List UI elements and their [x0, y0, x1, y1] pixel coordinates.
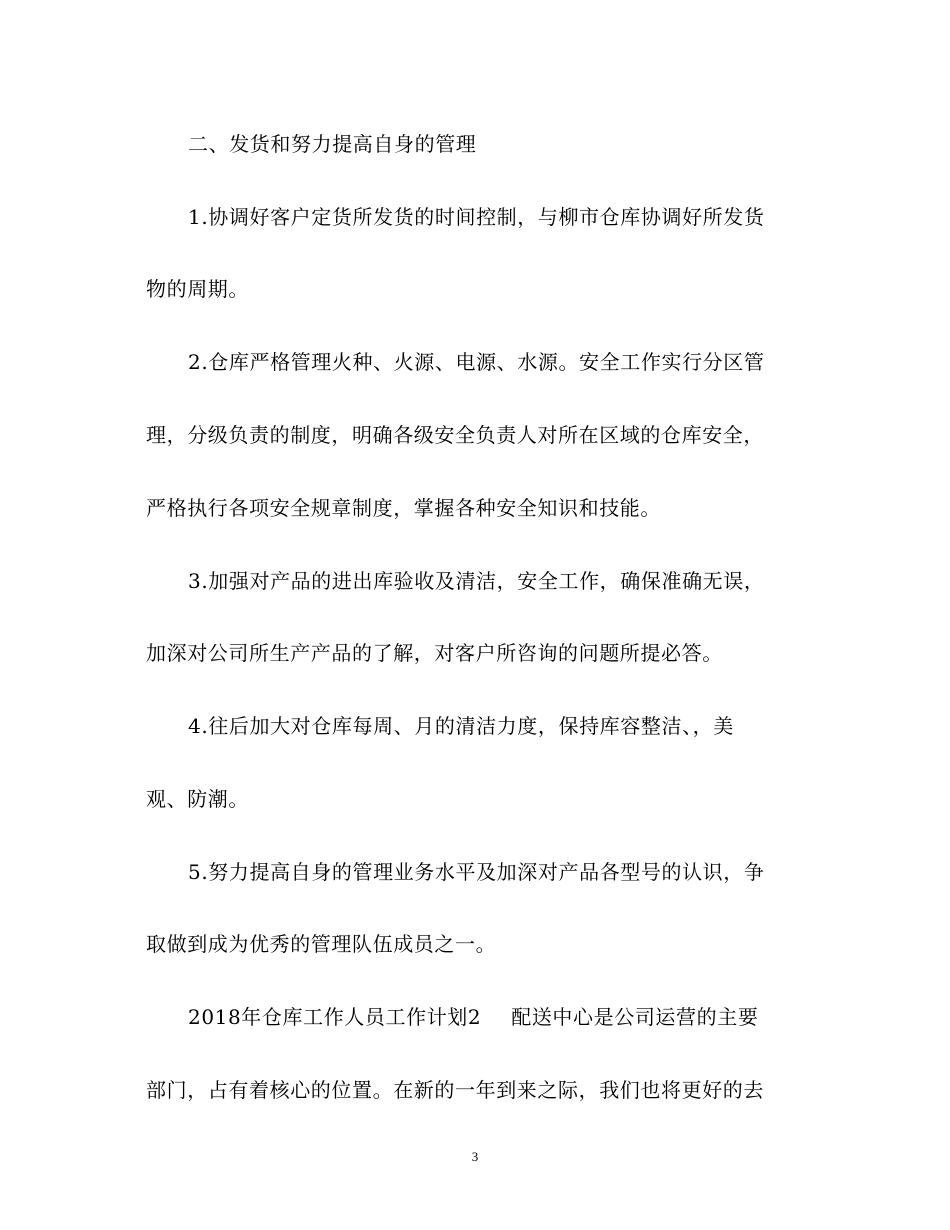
paragraph-line [188, 1003, 848, 1031]
paragraph-line: 观、防潮。 [146, 787, 249, 811]
paragraph-line: 4.往后加大对仓库每周、月的清洁力度，保持库容整洁、，美 [188, 714, 734, 738]
paragraph-line: 理，分级负责的制度，明确各级安全负责人对所在区域的仓库安全， [146, 423, 764, 447]
paragraph-line: 1.协调好客户定货所发货的时间控制，与柳市仓库协调好所发货 [188, 205, 765, 229]
paragraph-line: 物的周期。 [146, 277, 249, 301]
paragraph-line: 加深对公司所生产产品的了解，对客户所咨询的问题所提必答。 [146, 641, 723, 665]
paragraph-line: 3.加强对产品的进出库验收及清洁，安全工作，确保准确无误， [188, 569, 765, 593]
paragraph-text: 配送中心是公司运营的主要 [511, 1005, 759, 1029]
paragraph-line: 取做到成为优秀的管理队伍成员之一。 [146, 932, 497, 956]
section-heading: 二、发货和努力提高自身的管理 [188, 132, 477, 156]
paragraph-line: 5.努力提高自身的管理业务水平及加深对产品各型号的认识，争 [188, 860, 765, 884]
page-number: 3 [471, 1149, 479, 1164]
paragraph-line: 部门，占有着核心的位置。在新的一年到来之际，我们也将更好的去 [146, 1078, 764, 1102]
paragraph-line: 2.仓库严格管理火种、火源、电源、水源。安全工作实行分区管 [188, 350, 765, 374]
plan-title: 2018年仓库工作人员工作计划2 [188, 1005, 482, 1029]
paragraph-line: 严格执行各项安全规章制度，掌握各种安全知识和技能。 [146, 496, 661, 520]
